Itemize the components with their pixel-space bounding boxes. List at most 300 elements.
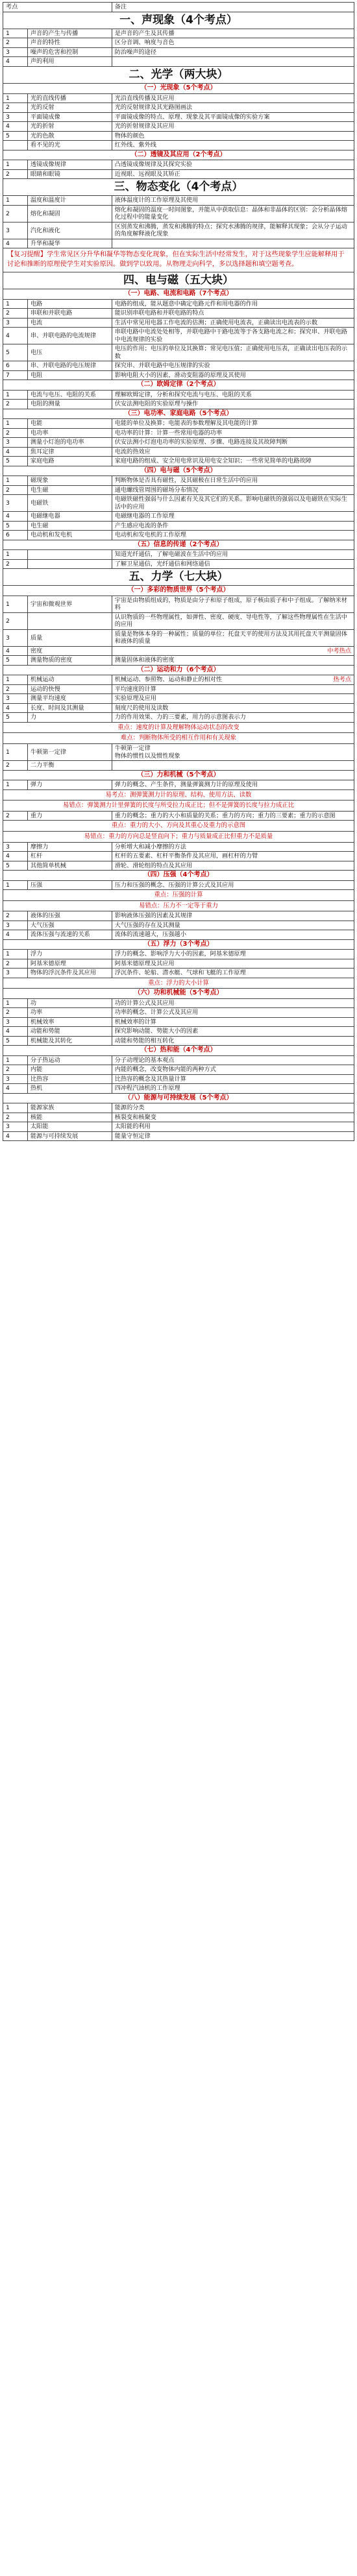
row-index: 4 (3, 646, 28, 656)
topic-row (3, 1055, 354, 1065)
row-index: 2 (3, 761, 28, 771)
row-index: 4 (3, 239, 28, 248)
subsection-title: （二）欧姆定律（2个考点） (3, 380, 354, 391)
row-topic: 升华和凝华 (27, 239, 112, 248)
note-row (3, 789, 354, 800)
row-index: 3 (3, 112, 28, 122)
row-index: 4 (3, 328, 28, 344)
row-tag: 中考热点 (327, 647, 351, 655)
topic-row (3, 438, 354, 448)
row-index: 2 (3, 103, 28, 113)
topic-row (3, 196, 354, 206)
row-index: 3 (3, 842, 28, 852)
row-index: 4 (3, 1084, 28, 1094)
row-index: 2 (3, 428, 28, 438)
row-index: 1 (3, 419, 28, 429)
row-detail: 实验原理及应用 (112, 694, 354, 704)
note-row (3, 831, 354, 842)
row-index: 5 (3, 131, 28, 141)
row-detail: 宇宙是由物质组成的，物质是由分子和原子组成，原子核由质子和中子组成。了解纳米材料 (112, 596, 354, 612)
topic-row (3, 169, 354, 179)
subsection-heading (3, 989, 354, 999)
row-detail: 探究串、并联电路中电压规律的实验 (112, 361, 354, 371)
row-detail: 光沿直线传播及其应用 (112, 93, 354, 103)
row-topic: 能源家族 (27, 1103, 112, 1113)
topic-row (3, 485, 354, 495)
row-index: 4 (3, 57, 28, 67)
topic-row (3, 703, 354, 713)
topic-row (3, 612, 354, 629)
row-detail (112, 57, 354, 67)
row-detail: 阿基米德原理及其应用 (112, 959, 354, 969)
topic-row (3, 998, 354, 1008)
subsection-title: （一）多彩的物质世界（5个考点） (3, 586, 354, 596)
topic-row (3, 318, 354, 328)
row-index: 2 (3, 169, 28, 179)
row-detail (112, 761, 354, 771)
topic-row (3, 1131, 354, 1141)
topic-row (3, 1027, 354, 1037)
row-topic: 声的利用 (27, 57, 112, 67)
topic-row (3, 222, 354, 239)
row-detail: 电流的热效应 (112, 447, 354, 457)
subsection-heading (3, 409, 354, 419)
subsection-title: （二）运动和力（6个考点） (3, 665, 354, 675)
row-topic: 电功率 (27, 428, 112, 438)
row-topic: 串联和并联电路 (27, 309, 112, 319)
note-row (3, 248, 354, 272)
topic-row (3, 550, 354, 560)
row-detail: 伏安法测电阻的实验原理与操作 (112, 400, 354, 409)
topic-row (3, 675, 354, 685)
row-topic: 杠杆 (27, 852, 112, 861)
row-topic: 热机 (27, 1084, 112, 1094)
section-title: 四、电与磁（五大块） (3, 272, 354, 289)
row-index: 5 (3, 344, 28, 361)
row-detail: 凸透镜成像规律及其探究实验 (112, 160, 354, 170)
topic-row (3, 344, 354, 361)
subsection-heading (3, 586, 354, 596)
row-detail: 影响液体压强的因素及其规律 (112, 911, 354, 921)
row-topic: 电生磁 (27, 521, 112, 531)
row-topic: 平面镜成像 (27, 112, 112, 122)
row-detail: 生活中常见用电器工作电流的估测；正确使用电流表，正确读出电流表的示数 (112, 318, 354, 328)
section-heading (3, 272, 354, 289)
row-index: 5 (3, 861, 28, 871)
section-heading (3, 179, 354, 196)
note-text: 难点：判断物体所受的相互作用和有关现象 (3, 733, 354, 744)
topic-row (3, 309, 354, 319)
row-index: 1 (3, 998, 28, 1008)
row-tag: 热考点 (333, 676, 351, 684)
topic-row (3, 930, 354, 940)
row-index: 5 (3, 521, 28, 531)
row-topic: 电生磁 (27, 485, 112, 495)
row-index: 5 (3, 713, 28, 723)
row-index: 4 (3, 1027, 28, 1037)
row-index: 2 (3, 400, 28, 409)
row-index: 3 (3, 969, 28, 978)
row-index: 4 (3, 930, 28, 940)
topic-row (3, 38, 354, 48)
topic-row (3, 476, 354, 486)
section-title: 二、光学（两大块） (3, 66, 354, 83)
subsection-title: （二）透镜及其应用（2个考点） (3, 150, 354, 160)
row-topic (27, 612, 112, 629)
note-text: 易错点：重力的方向总是竖直向下；重力与质量成正比但重力不是质量 (3, 831, 354, 842)
row-detail: 防治噪声的途径 (112, 47, 354, 57)
subsection-heading (3, 380, 354, 391)
topic-row (3, 596, 354, 612)
row-detail: 串联电路中电流处处相等，并联电路中干路电流等于各支路电流之和；探究串、并联电路中电流规律的实验 (112, 328, 354, 344)
row-detail: 平面镜成像的特点、原理、现象及其平面镜成像的实验方案 (112, 112, 354, 122)
row-detail: 比热容的概念及其热量计算 (112, 1074, 354, 1084)
row-detail: 光的反射规律及其光路图画法 (112, 103, 354, 113)
row-topic: 二力平衡 (27, 761, 112, 771)
row-index: 2 (3, 811, 28, 821)
topic-row (3, 950, 354, 959)
row-detail: 认识物质的一些物理属性，如弹性、密度、硬度、导电性等，了解这些物理属性在生活中的应用 (112, 612, 354, 629)
subsection-heading (3, 1093, 354, 1103)
row-topic: 机械能及其转化 (27, 1036, 112, 1046)
row-detail: 近视眼、远视眼及其矫正 (112, 169, 354, 179)
row-index: 3 (3, 921, 28, 930)
row-index: 5 (3, 457, 28, 466)
row-topic: 光的反射 (27, 103, 112, 113)
row-index: 2 (3, 309, 28, 319)
topic-row (3, 1074, 354, 1084)
subsection-heading (3, 1046, 354, 1056)
row-index: 1 (3, 880, 28, 890)
topic-row (3, 428, 354, 438)
row-detail: 压力和压强的概念、压强的计算公式及其应用 (112, 880, 354, 890)
note-lead: 【复习提醒】 (7, 251, 47, 259)
row-detail: 功率的概念、计算公式及其应用 (112, 1008, 354, 1018)
row-detail: 分子动理论的基本观点 (112, 1055, 354, 1065)
row-index: 2 (3, 684, 28, 694)
row-topic: 光的色散 (27, 131, 112, 141)
row-detail: 质量是物体本身的一种属性；质量的单位；托盘天平的使用方法及其用托盘天平测量固体和液体的质量 (112, 629, 354, 646)
topic-row (3, 713, 354, 723)
row-index: 5 (3, 1036, 28, 1046)
topic-row (3, 656, 354, 666)
row-topic: 熔化和凝固 (27, 205, 112, 222)
topic-row (3, 744, 354, 761)
row-detail: 滑轮、滑轮组的特点及其应用 (112, 861, 354, 871)
row-detail: 探究影响动能、势能大小的因素 (112, 1027, 354, 1037)
subsection-heading (3, 150, 354, 160)
topic-row (3, 512, 354, 522)
row-detail: 理解欧姆定律，分析和探究电流与电压、电阻的关系 (112, 390, 354, 400)
row-topic: 摩擦力 (27, 842, 112, 852)
topic-row (3, 122, 354, 132)
row-detail: 内能的概念，改变物体内能的两种方式 (112, 1065, 354, 1075)
row-topic: 电能 (27, 419, 112, 429)
subsection-title: （三）电功率、家庭电路（5个考点） (3, 409, 354, 419)
row-topic: 噪声的危害和控制 (27, 47, 112, 57)
row-topic: 光的折射 (27, 122, 112, 132)
topic-row (3, 205, 354, 222)
topic-row (3, 93, 354, 103)
row-detail: 光的折射规律及其应用 (112, 122, 354, 132)
subsection-title: （八）能源与可持续发展（5个考点） (3, 1093, 354, 1103)
row-topic: 电动机和发电机 (27, 531, 112, 540)
row-topic: 密度 (27, 646, 112, 656)
row-topic: 电流 (27, 318, 112, 328)
topic-row (3, 328, 354, 344)
topic-row (3, 761, 354, 771)
row-topic: 机械效率 (27, 1017, 112, 1027)
section-heading (3, 66, 354, 83)
row-detail: 大气压强的存在及其测量 (112, 921, 354, 930)
row-index: 5 (3, 656, 28, 666)
topic-row (3, 911, 354, 921)
row-detail: 杠杆的五要素、杠杆平衡条件及其应用，画杠杆的力臂 (112, 852, 354, 861)
topic-row (3, 1017, 354, 1027)
row-topic: 电磁铁 (27, 495, 112, 512)
topic-row (3, 57, 354, 67)
row-detail: 四冲程汽油机的工作原理 (112, 1084, 354, 1094)
row-topic: 浮力 (27, 950, 112, 959)
topic-row (3, 880, 354, 890)
row-topic: 压强 (27, 880, 112, 890)
row-index: 2 (3, 959, 28, 969)
row-index: 4 (3, 122, 28, 132)
row-detail: 电路的组成，能从题意中确定电路元件和用电器的作用 (112, 299, 354, 309)
row-index: 3 (3, 495, 28, 512)
row-detail: 分析增大和减小摩擦的方法 (112, 842, 354, 852)
row-index: 3 (3, 318, 28, 328)
topic-row (3, 969, 354, 978)
row-topic: 串、并联电路的电压规律 (27, 361, 112, 371)
topic-row (3, 103, 354, 113)
row-topic: 太阳能 (27, 1122, 112, 1132)
topic-row (3, 861, 354, 871)
section-title: 三、物态变化（4个考点） (3, 179, 354, 196)
row-detail: 电动机和发电机的工作原理 (112, 531, 354, 540)
row-detail: 机械运动、参照物、运动和静止的相对性 热考点 (112, 675, 354, 685)
topic-row (3, 1008, 354, 1018)
row-index: 1 (3, 550, 28, 560)
row-topic: 弹力 (27, 780, 112, 790)
row-detail: 动能和势能的相互转化 (112, 1036, 354, 1046)
row-detail: 牛顿第一定律 物体的惯性以及惯性现象 (112, 744, 354, 761)
row-topic: 汽化和液化 (27, 222, 112, 239)
topic-row (3, 112, 354, 122)
row-topic: 电路 (27, 299, 112, 309)
row-detail: 核裂变和核聚变 (112, 1113, 354, 1122)
row-detail: 能识别串联电路和并联电路的特点 (112, 309, 354, 319)
subsection-heading (3, 939, 354, 950)
row-topic (27, 559, 112, 569)
row-detail: 是声音的产生及其传播 (112, 29, 354, 38)
row-index: 3 (3, 47, 28, 57)
row-detail: 通电螺线管周围的磁场分布情况 (112, 485, 354, 495)
topic-row (3, 457, 354, 466)
subsection-heading (3, 871, 354, 881)
row-detail (112, 646, 354, 656)
row-detail: 知道光纤通信，了解电磁波在生活中的应用 (112, 550, 354, 560)
row-index: 1 (3, 675, 28, 685)
row-index: 1 (3, 196, 28, 206)
row-detail: 家庭电路的组成、安全用电常识及用电安全知识；一些常见简单的电路故障 (112, 457, 354, 466)
row-topic: 物体的浮沉条件及其应用 (27, 969, 112, 978)
note-row (3, 900, 354, 911)
topic-row (3, 239, 354, 248)
row-index: 4 (3, 1131, 28, 1141)
subsection-title: （六）功和机械能（5个考点） (3, 989, 354, 999)
row-topic: 宇宙和微观世界 (27, 596, 112, 612)
row-detail: 浮沉条件、轮船、潜水艇、气球和飞艇的工作原理 (112, 969, 354, 978)
row-index: 2 (3, 205, 28, 222)
topic-row (3, 390, 354, 400)
row-topic: 测量平均速度 (27, 694, 112, 704)
row-topic: 分子热运动 (27, 1055, 112, 1065)
section-heading (3, 569, 354, 586)
row-detail: 产生感应电流的条件 (112, 521, 354, 531)
subsection-title: （一）电路、电流和电路（7个考点） (3, 289, 354, 300)
row-index: 3 (3, 1074, 28, 1084)
row-index: 1 (3, 744, 28, 761)
subsection-title: （七）热和能（4个考点） (3, 1046, 354, 1056)
row-topic: 功 (27, 998, 112, 1008)
topic-row (3, 1103, 354, 1113)
row-topic: 测量小灯泡的电功率 (27, 438, 112, 448)
row-index: 2 (3, 612, 28, 629)
subsection-heading (3, 84, 354, 94)
row-index: 2 (3, 911, 28, 921)
topic-row (3, 400, 354, 409)
note-text: 重点：压强的计算 (3, 890, 354, 901)
row-topic: 家庭电路 (27, 457, 112, 466)
row-index: 3 (3, 1017, 28, 1027)
topic-row (3, 1036, 354, 1046)
outline-body (3, 12, 354, 1141)
row-topic: 流体压强与流速的关系 (27, 930, 112, 940)
topic-row (3, 131, 354, 141)
row-topic: 串、并联电路的电流规律 (27, 328, 112, 344)
section-heading (3, 12, 354, 29)
row-index: 2 (3, 1065, 28, 1075)
row-index: 1 (3, 1055, 28, 1065)
row-topic: 质量 (27, 629, 112, 646)
subsection-title: （四）电与磁（5个考点） (3, 466, 354, 476)
row-index: 3 (3, 1122, 28, 1132)
row-detail: 物体的颜色 (112, 131, 354, 141)
row-index: 3 (3, 629, 28, 646)
topic-row (3, 1065, 354, 1075)
note-row (3, 821, 354, 832)
row-topic: 核能 (27, 1113, 112, 1122)
row-index: 3 (3, 694, 28, 704)
note-row (3, 978, 354, 989)
row-topic: 温度和温度计 (27, 196, 112, 206)
row-detail: 电磁继电器的工作原理 (112, 512, 354, 522)
topic-row (3, 852, 354, 861)
note-row (3, 800, 354, 812)
note-text: 易错点：弹簧测力计里弹簧的长度与所受拉力成正比；但不是弹簧的长度与拉力成正比 (3, 800, 354, 812)
row-topic: 眼睛和眼镜 (27, 169, 112, 179)
topic-row (3, 160, 354, 170)
topic-row (3, 495, 354, 512)
row-index: 1 (3, 476, 28, 486)
row-detail: 判断物体是否具有磁性，及其磁极在日常生活中的应用 (112, 476, 354, 486)
topic-row (3, 694, 354, 704)
note-text: 重点：速度的计算及理解物体运动状态的改变 (3, 722, 354, 733)
topic-row (3, 531, 354, 540)
row-topic: 大气压强 (27, 921, 112, 930)
row-detail: 能量守恒定律 (112, 1131, 354, 1141)
row-index: 1 (3, 160, 28, 170)
header-row (3, 3, 354, 12)
row-detail: 电磁铁磁性强弱与什么因素有关及其它们的关系。影响电磁铁的强弱以及电磁铁在实际生活中的应用 (112, 495, 354, 512)
topic-row (3, 559, 354, 569)
section-title: 五、力学（七大块） (3, 569, 354, 586)
topic-row (3, 447, 354, 457)
row-index (3, 141, 28, 150)
row-index: 3 (3, 222, 28, 239)
subsection-title: （四）压强（4个考点） (3, 871, 354, 881)
row-index: 4 (3, 703, 28, 713)
row-index: 2 (3, 559, 28, 569)
row-topic (27, 550, 112, 560)
topic-row (3, 811, 354, 821)
row-detail: 太阳能的利用 (112, 1122, 354, 1132)
row-topic: 电阻 (27, 370, 112, 380)
row-detail: 平均速度的计算 (112, 684, 354, 694)
row-index: 1 (3, 780, 28, 790)
row-index: 1 (3, 299, 28, 309)
row-index: 1 (3, 93, 28, 103)
subsection-heading (3, 770, 354, 780)
topic-row (3, 780, 354, 790)
row-index: 1 (3, 596, 28, 612)
subsection-heading (3, 466, 354, 476)
row-topic: 牛顿第一定律 (27, 744, 112, 761)
row-index: 6 (3, 531, 28, 540)
row-topic: 比热容 (27, 1074, 112, 1084)
row-topic: 长度、时间及其测量 (27, 703, 112, 713)
row-detail: 刻度尺的使用及读数 (112, 703, 354, 713)
row-index: 4 (3, 447, 28, 457)
row-topic: 电压 (27, 344, 112, 361)
row-index: 1 (3, 950, 28, 959)
row-index: 2 (3, 1008, 28, 1018)
note-row (3, 733, 354, 744)
topic-row (3, 47, 354, 57)
row-detail: 液体温度计的工作原理及其使用 (112, 196, 354, 206)
row-detail: 影响电阻大小的因素，滑动变阻器的原理及其使用 (112, 370, 354, 380)
topic-row (3, 521, 354, 531)
outline-table (3, 2, 354, 1141)
row-detail: 流体的流速越大，压强越小 (112, 930, 354, 940)
row-topic: 电流与电压、电阻的关系 (27, 390, 112, 400)
topic-row (3, 684, 354, 694)
topic-row (3, 29, 354, 38)
note-row (3, 890, 354, 901)
row-topic: 能源与可持续发展 (27, 1131, 112, 1141)
row-detail: 机械效率的计算 (112, 1017, 354, 1027)
note-text: 学生常见区分升华和凝华等物态变化现象，但在实际生活中经常发生，对于这些现象学生应能解释用于讨论和推断的原理使学生对实验原因。做到学以致用。从物理走向科学，多以选择题和填空题考查。 (7, 251, 345, 269)
row-topic: 看不见的光 (27, 141, 112, 150)
row-topic: 阿基米德原理 (27, 959, 112, 969)
subsection-heading (3, 540, 354, 550)
topic-row (3, 370, 354, 380)
row-detail: 伏安法测小灯泡电功率的实验原理、步骤、电路连接及其故障判断 (112, 438, 354, 448)
row-index: 2 (3, 38, 28, 48)
row-detail: 功的计算公式及其应用 (112, 998, 354, 1008)
row-detail (112, 239, 354, 248)
